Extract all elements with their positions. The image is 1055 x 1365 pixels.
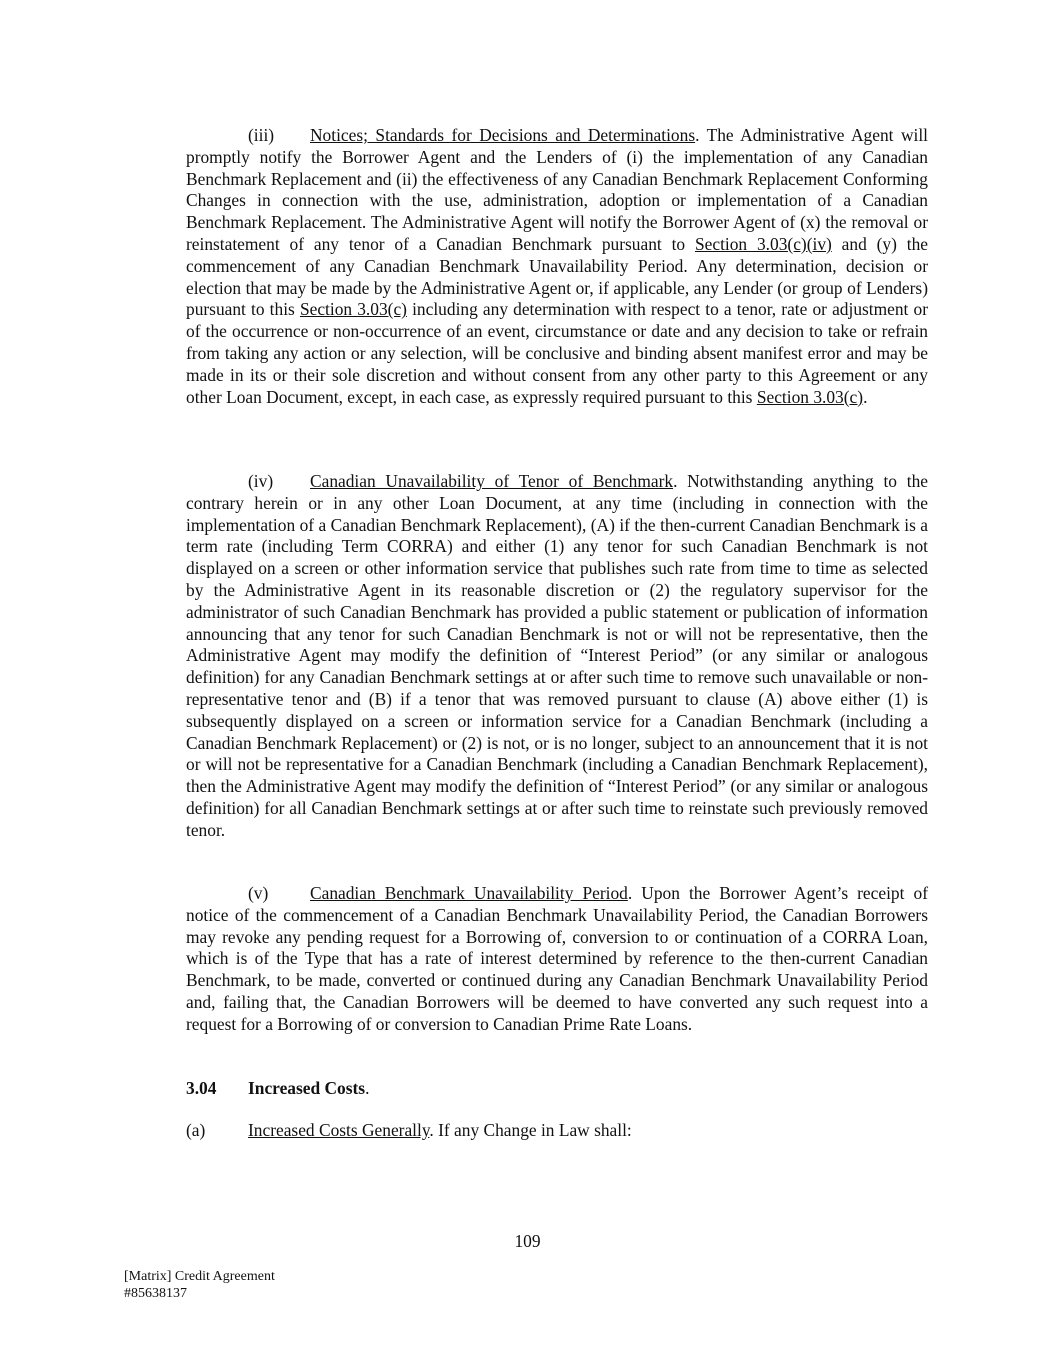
section-heading-3-04 xyxy=(186,1078,928,1100)
section-reference: Section 3.03(c)(iv) xyxy=(694,233,832,254)
paragraph-text: . Notwithstanding anything to the contrary herein or in any other Loan Document, at any time (including in connection with the implementation of a Canadian Benchmark Replacement), (A) if the then-current Canadian Benchmark is a term rate (including Term CORRA) and either (1) any tenor for such Canadian Benchmark is not displayed on a screen or other information service that publishes such rate from time to time as selected by the Administrative Agent in its reasonable discretion or (2) the regulatory supervisor for the administrator of such Canadian Benchmark has provided a public statement or publication of information announcing that any tenor for such Canadian Benchmark is not or will not be representative, then the Administrative Agent may modify the definition of “Interest Period” (or any similar or analogous definition) for any Canadian Benchmark settings at or after such time to remove such unavailable or non-representative tenor and (B) if a tenor that was removed pursuant to clause (A) above either (1) is subsequently displayed on a screen or information service for a Canadian Benchmark (including a Canadian Benchmark Replacement) or (2) is not, or is no longer, subject to an announcement that it is not or will not be representative for a Canadian Benchmark (including a Canadian Benchmark Replacement), then the Administrative Agent may modify the definition of “Interest Period” (or any similar or analogous definition) for all Canadian Benchmark settings at or after such time to reinstate such previously removed tenor. xyxy=(186,471,928,840)
paragraph-number: (iv) xyxy=(248,471,274,491)
paragraph-text: . xyxy=(863,386,868,407)
paragraph-number: (a) xyxy=(186,1120,206,1140)
paragraph-text: . The Administrative Agent will promptly notify the Borrower Agent and the Lenders of (i) the implementation of any Canadian Benchmark Replacement and (ii) the effectiveness of any Canadian Benchmark Replacement Conforming Changes in connection with the use, administration, adoption or implementation of a Canadian Benchmark Replacement. The Administrative Agent will notify the Borrower Agent of (x) the removal or reinstatement of any tenor of a Canadian Benchmark pursuant to xyxy=(186,125,929,254)
paragraph-heading: Notices; Standards for Decisions and Determinations xyxy=(310,125,696,145)
paragraph-text: . Upon the Borrower Agent’s receipt of notice of the commencement of a Canadian Benchmark Unavailability Period, the Canadian Borrowers may revoke any pending request for a Borrowing of, conversion to or continuation of a CORRA Loan, which is of the Type that has a rate of interest determined by reference to the then-current Canadian Benchmark, to be made, converted or continued during any Canadian Benchmark Unavailability Period and, failing that, the Canadian Borrowers will be deemed to have converted any such request into a request for a Borrowing of or conversion to Canadian Prime Rate Loans. xyxy=(186,883,928,1034)
section-title: Increased Costs xyxy=(248,1078,366,1098)
paragraph-number: (v) xyxy=(248,883,269,903)
page-number: 109 xyxy=(514,1231,541,1251)
paragraph-iii xyxy=(186,125,928,408)
paragraph-text: including any determination with respect to a tenor, rate or adjustment or of the occurrence or non-occurrence of an event, circumstance or date and any decision to take or refrain from taking any action or any selection, will be conclusive and binding absent manifest error and may be made in its or their sole discretion and without consent from any other party to this Agreement or any other Loan Document, except, in each case, as expressly required pursuant to this xyxy=(186,299,928,407)
paragraph-heading: Increased Costs Generally xyxy=(248,1120,430,1140)
footer-title: [Matrix] Credit Agreement xyxy=(124,1269,275,1284)
paragraph-v xyxy=(186,883,928,1036)
paragraph-heading: Canadian Benchmark Unavailability Period xyxy=(310,883,628,903)
section-reference: Section 3.03(c) xyxy=(756,386,864,407)
section-title-period: . xyxy=(365,1078,370,1098)
paragraph-iv xyxy=(186,471,928,842)
paragraph-text: and (y) the commencement of any Canadian Benchmark Unavailability Period. Any determination, decision or election that may be made by the Administrative Agent or, if applicable, any Lender (or group of Lenders) pursuant to this xyxy=(186,233,928,320)
paragraph-a xyxy=(186,1120,928,1142)
section-number: 3.04 xyxy=(186,1078,217,1098)
section-reference: Section 3.03(c) xyxy=(299,299,407,320)
paragraph-text: . If any Change in Law shall: xyxy=(429,1120,632,1140)
footer-doc-id: #85638137 xyxy=(124,1286,187,1301)
paragraph-heading: Canadian Unavailability of Tenor of Benchmark xyxy=(310,471,674,491)
paragraph-number: (iii) xyxy=(248,125,275,145)
document-footer xyxy=(124,1268,275,1302)
